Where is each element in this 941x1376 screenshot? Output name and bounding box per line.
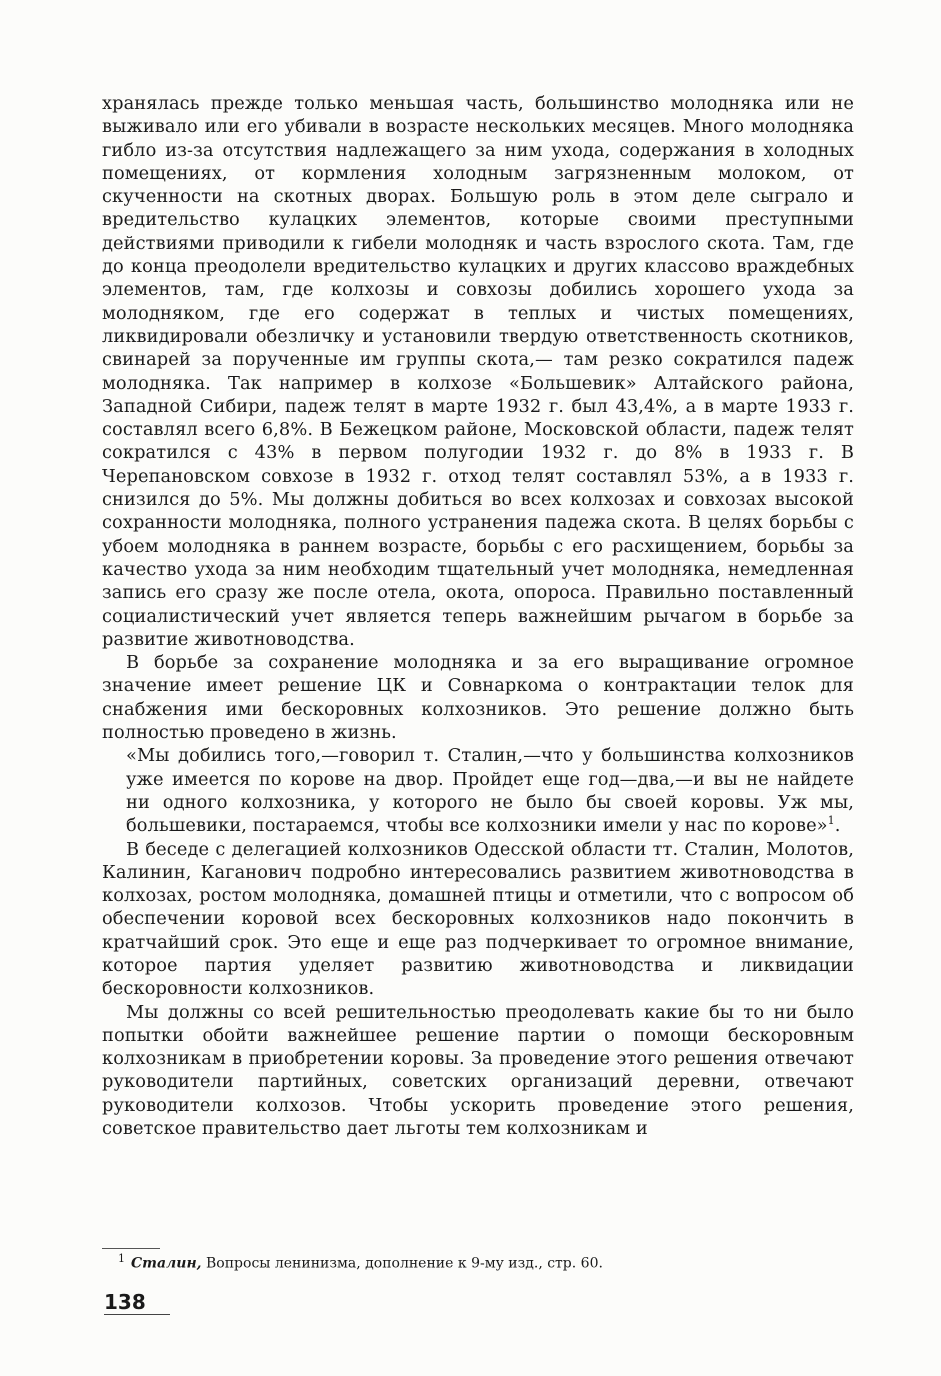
footnote: [118, 1250, 818, 1273]
footnote-author: Сталин,: [131, 1255, 202, 1272]
footnote-divider: [102, 1248, 160, 1249]
footnote-reference[interactable]: 1: [827, 814, 835, 828]
quote-text: «Мы добились того,—говорил т. Сталин,—что у большинства колхозников уже имеется по корове на двор. Пройдет еще год—два,—и вы не найдете ни одного колхозника, у которого не было бы своей коровы. Уж мы, большевики, постараемся, чтобы все колхозники имели у нас по корове»: [126, 745, 854, 837]
paragraph-decisiveness: Мы должны со всей решительностью преодолевать какие бы то ни было попытки обойти важнейшее решение партии о помощи бескоровным колхозникам в приобретении коровы. За проведение этого решения отвечают руководители партийных, советских организаций деревни, отвечают руководители колхозов. Чтобы ускорить проведение этого решения, советское правительство дает льготы тем колхозникам и: [102, 1001, 854, 1140]
page-number: 138: [104, 1290, 170, 1315]
main-text: [102, 92, 854, 1140]
paragraph-continuation: хранялась прежде только меньшая часть, большинство молодняка или не выживало или его убивали в возрасте нескольких месяцев. Много молодняка гибло из-за отсутствия надлежащего за ним ухода, содержания в холодных помещениях, от кормления холодным загрязненным молоком, от скученности на скотных дворах. Большую роль в этом деле сыграло и вредительство кулацких элементов, которые своими преступными действиями приводили к гибели молодняк и часть взрослого скота. Там, где до конца преодолели вредительство кулацких и других классово враждебных элементов, там, где колхозы и совхозы добились хорошего ухода за молодняком, где его содержат в теплых и чистых помещениях, ликвидировали обезличку и установили твердую ответственность скотников, свинарей за порученные им группы скота,— там резко сократился падеж молодняка. Так например в колхозе «Большевик» Алтайского района, Западной Сибири, падеж телят в марте 1932 г. был 43,4%, а в марте 1933 г. составлял всего 6,8%. В Бежецком районе, Московской области, падеж телят сократился с 43% в первом полугодии 1932 г. до 8% в 1933 г. В Черепановском совхозе в 1932 г. отход телят составлял 53%, а в 1933 г. снизился до 5%. Мы должны добиться во всех колхозах и совхозах высокой сохранности молодняка, полного устранения падежа скота. В целях борьбы с убоем молодняка в раннем возрасте, борьбы с его расхищением, борьбы за качество ухода за ним необходим тщательный учет молодняка, немедленная запись его сразу же после отела, окота, опороса. Правильно поставленный социалистический учет является теперь важнейшим рычагом в борьбе за развитие животноводства.: [102, 93, 854, 650]
paragraph-odessa-delegation: В беседе с делегацией колхозников Одесской области тт. Сталин, Молотов, Калинин, Каганович подробно интересовались развитием животноводства в колхозах, ростом молодняка, домашней птицы и отметили, что с вопросом об обеспечении коровой всех бескоровных колхозников надо покончить в кратчайший срок. Это еще и еще раз подчеркивает то огромное внимание, которое партия уделяет развитию животноводства и ликвидации бескоровности колхозников.: [102, 838, 854, 1000]
footnote-number: 1: [118, 1252, 125, 1265]
paragraph-contract-heifers: В борьбе за сохранение молодняка и за его выращивание огромное значение имеет решение ЦК и Совнаркома о контрактации телок для снабжения ими бескоровных колхозников. Это решение должно быть полностью проведено в жизнь.: [102, 652, 854, 744]
footnote-text: Вопросы ленинизма, дополнение к 9-му изд., стр. 60.: [206, 1255, 603, 1272]
paragraph-stalin-quote: «Мы добились того,—говорил т. Сталин,—что у большинства колхозников уже имеется по корове на двор. Пройдет еще год—два,—и вы не найдете ни одного колхозника, у которого не было бы своей коровы. Уж мы, большевики, постараемся, чтобы все колхозники имели у нас по корове»$^1$.: [126, 745, 854, 837]
